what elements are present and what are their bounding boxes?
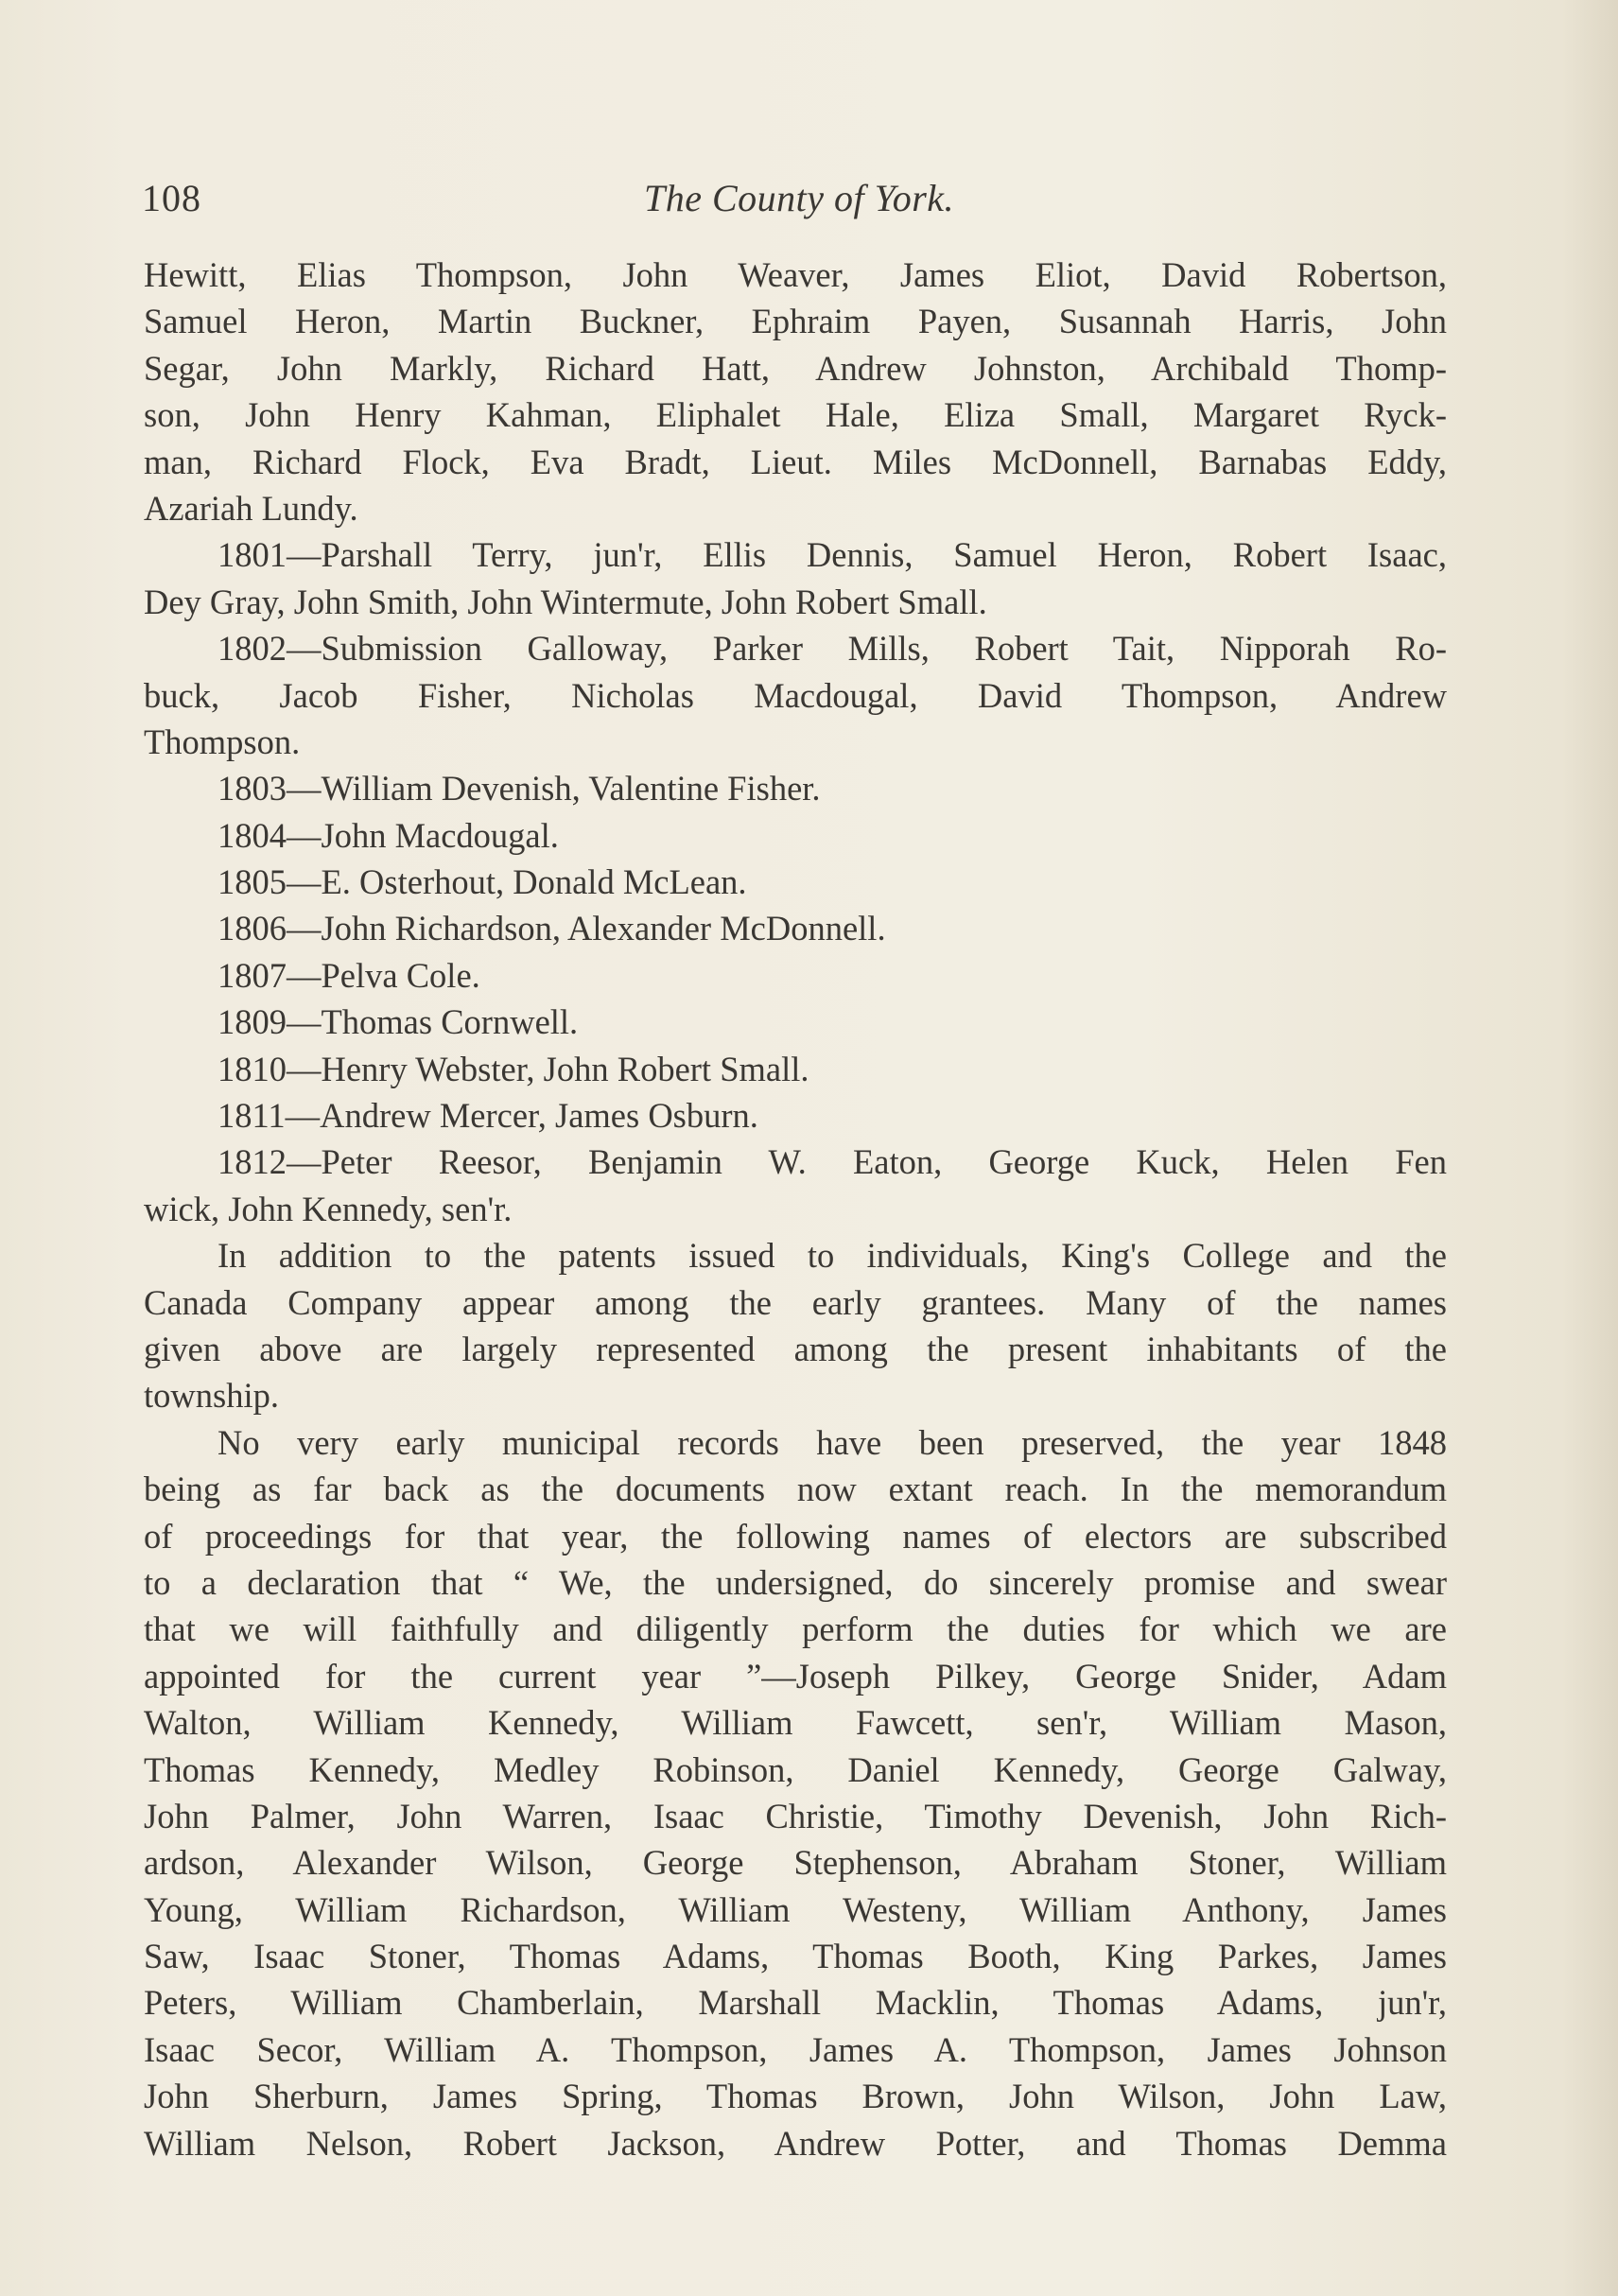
text-line: Hewitt, Elias Thompson, John Weaver, James Eliot, David Robertson, [144, 255, 1447, 294]
text-line: 1805—E. Osterhout, Donald McLean. [217, 862, 747, 902]
body-text [144, 252, 1447, 2166]
text-line: John Sherburn, James Spring, Thomas Brown, John Wilson, John Law, [144, 2077, 1447, 2116]
text-line: No very early municipal records have been preserved, the year 1848 [217, 1422, 1447, 1462]
text-line: being as far back as the documents now extant reach. In the memorandum [144, 1470, 1447, 1509]
text-line: 1806—John Richardson, Alexander McDonnell. [217, 909, 886, 948]
text-line: 1810—Henry Webster, John Robert Small. [217, 1049, 809, 1088]
text-line: buck, Jacob Fisher, Nicholas Macdougal, David Thompson, Andrew [144, 675, 1447, 715]
text-line: of proceedings for that year, the following names of electors are subscribed [144, 1516, 1447, 1556]
text-line: Young, William Richardson, William Westeny, William Anthony, James [144, 1889, 1447, 1929]
text-line: Segar, John Markly, Richard Hatt, Andrew Johnston, Archibald Thomp- [144, 348, 1447, 388]
text-line: Dey Gray, John Smith, John Wintermute, John Robert Small. [144, 582, 987, 621]
text-line: that we will faithfully and diligently perform the duties for which we are [144, 1609, 1447, 1649]
text-line: 1801—Parshall Terry, jun'r, Ellis Dennis, Samuel Heron, Robert Isaac, [217, 535, 1447, 575]
text-line: Saw, Isaac Stoner, Thomas Adams, Thomas Booth, King Parkes, James [144, 1937, 1447, 1976]
text-line: given above are largely represented among the present inhabitants of the [144, 1329, 1447, 1368]
text-line: to a declaration that “ We, the undersigned, do sincerely promise and swear [144, 1562, 1447, 1602]
text-line: 1803—William Devenish, Valentine Fisher. [217, 769, 821, 809]
text-line: Walton, William Kennedy, William Fawcett, sen'r, William Mason, [144, 1703, 1447, 1743]
page-header [142, 176, 1456, 233]
text-line: Thompson. [144, 722, 301, 761]
running-title: The County of York. [643, 177, 955, 219]
text-line: 1812—Peter Reesor, Benjamin W. Eaton, George Kuck, Helen Fen [217, 1142, 1447, 1182]
text-line: Samuel Heron, Martin Buckner, Ephraim Payen, Susannah Harris, John [144, 302, 1447, 341]
text-line: son, John Henry Kahman, Eliphalet Hale, Eliza Small, Margaret Ryck- [144, 395, 1447, 435]
text-line: 1802—Submission Galloway, Parker Mills, Robert Tait, Nipporah Ro- [217, 629, 1447, 669]
text-line: appointed for the current year ”—Joseph Pilkey, George Snider, Adam [144, 1656, 1447, 1696]
text-line: 1804—John Macdougal. [217, 815, 559, 855]
text-line: 1807—Pelva Cole. [217, 955, 480, 995]
page-number: 108 [142, 177, 201, 219]
text-line: Peters, William Chamberlain, Marshall Macklin, Thomas Adams, jun'r, [144, 1983, 1447, 2023]
text-line: Canada Company appear among the early grantees. Many of the names [144, 1282, 1447, 1322]
page-edge-shadow [1561, 0, 1618, 2296]
text-line: William Nelson, Robert Jackson, Andrew Potter, and Thomas Demma [144, 2123, 1447, 2163]
text-line: wick, John Kennedy, sen'r. [144, 1189, 513, 1228]
text-line: 1811—Andrew Mercer, James Osburn. [217, 1096, 758, 1136]
text-line: 1809—Thomas Cornwell. [217, 1002, 579, 1042]
text-line: Azariah Lundy. [144, 488, 358, 528]
text-line: Thomas Kennedy, Medley Robinson, Daniel Kennedy, George Galway, [144, 1749, 1447, 1789]
text-line: township. [144, 1376, 279, 1416]
text-line: In addition to the patents issued to individuals, King's College and the [217, 1236, 1447, 1276]
text-line: man, Richard Flock, Eva Bradt, Lieut. Miles McDonnell, Barnabas Eddy, [144, 442, 1447, 481]
text-line: John Palmer, John Warren, Isaac Christie, Timothy Devenish, John Rich- [144, 1796, 1447, 1835]
text-line: Isaac Secor, William A. Thompson, James A. Thompson, James Johnson [144, 2029, 1447, 2069]
text-line: ardson, Alexander Wilson, George Stephenson, Abraham Stoner, William [144, 1843, 1447, 1883]
